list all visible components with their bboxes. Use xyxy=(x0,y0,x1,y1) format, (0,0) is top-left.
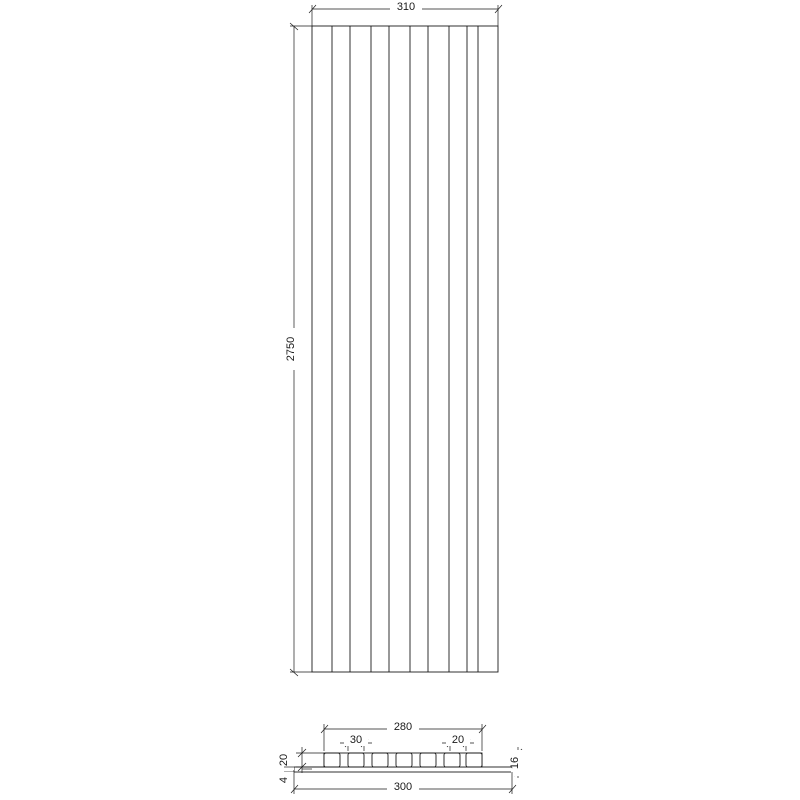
section-base-plate xyxy=(294,767,512,772)
front-width-dimension xyxy=(309,1,502,26)
front-panel-outline xyxy=(312,26,498,672)
front-view-group xyxy=(285,1,502,676)
section-gap-dimension xyxy=(442,734,474,751)
section-slat-width-dimension xyxy=(340,734,372,751)
section-slat-height-value: 20 xyxy=(278,753,290,767)
section-overall-width-dimension xyxy=(291,772,516,794)
front-width-value: 310 xyxy=(396,1,416,13)
section-overall-width-value: 300 xyxy=(393,781,413,793)
section-slat-width-value: 30 xyxy=(349,734,363,746)
section-slat-span-value: 280 xyxy=(393,721,413,733)
section-slats xyxy=(324,753,482,767)
section-total-thickness-dimension xyxy=(509,747,525,778)
front-height-dimension xyxy=(285,23,312,676)
front-height-value: 2750 xyxy=(285,336,297,362)
section-total-thickness-value: 16 xyxy=(509,756,521,770)
section-view-group xyxy=(278,721,525,794)
section-gap-value: 20 xyxy=(451,734,465,746)
section-base-thickness-value: 4 xyxy=(278,776,290,784)
